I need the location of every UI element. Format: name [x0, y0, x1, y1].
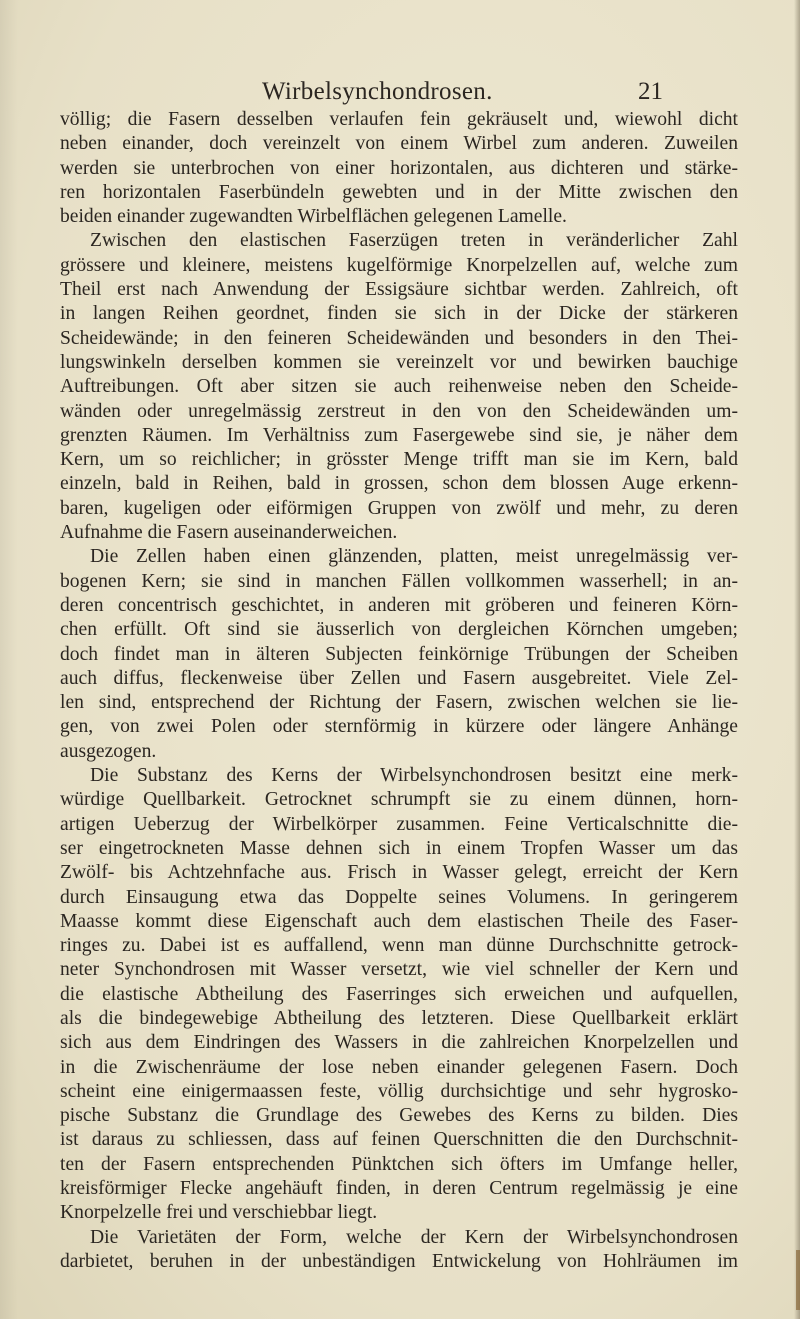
text-line: baren, kugeligen oder eiförmigen Gruppen von zwölf und mehr, zu deren [60, 497, 738, 519]
text-line: auch diffus, fleckenweise über Zellen und Fasern ausgebreitet. Viele Zel- [60, 667, 738, 689]
text-line: Die Varietäten der Form, welche der Kern der Wirbelsynchondrosen [90, 1226, 738, 1248]
text-line: grenzten Räumen. Im Verhältniss zum Fasergewebe sind sie, je näher dem [60, 424, 738, 446]
text-line: lungswinkeln derselben kommen sie vereinzelt vor und bewirken bauchige [60, 351, 738, 373]
text-line: Die Substanz des Kerns der Wirbelsynchondrosen besitzt eine merk- [90, 765, 738, 787]
text-line: werden sie unterbrochen von einer horizontalen, aus dichteren und stärke- [60, 157, 738, 179]
text-line: Theil erst nach Anwendung der Essigsäure sichtbar werden. Zahlreich, oft [60, 279, 738, 301]
text-line: Aufnahme die Fasern auseinanderweichen. [60, 522, 398, 544]
text-line: bogenen Kern; sie sind in manchen Fällen vollkommen wasserhell; in an- [60, 570, 738, 592]
text-line: wänden oder unregelmässig zerstreut in den von den Scheidewänden um- [60, 400, 738, 422]
text-line: Kern, um so reichlicher; in grösster Menge trifft man sie im Kern, bald [60, 449, 738, 471]
text-line: beiden einander zugewandten Wirbelflächen gelegenen Lamelle. [60, 206, 567, 228]
text-line: sich aus dem Eindringen des Wassers in die zahlreichen Knorpelzellen und [60, 1032, 738, 1054]
text-line: ist daraus zu schliessen, dass auf feinen Querschnitten die den Durchschnit- [60, 1129, 738, 1151]
text-line: gen, von zwei Polen oder sternförmig in kürzere oder längere Anhänge [60, 716, 738, 738]
body-text [60, 108, 738, 1274]
text-line: ausgezogen. [60, 740, 157, 762]
text-line: darbietet, beruhen in der unbeständigen Entwickelung von Hohlräumen im [60, 1250, 738, 1272]
text-line: artigen Ueberzug der Wirbelkörper zusammen. Feine Verticalschnitte die- [60, 813, 738, 835]
text-line: doch findet man in älteren Subjecten feinkörnige Trübungen der Scheiben [60, 643, 738, 665]
text-line: würdige Quellbarkeit. Getrocknet schrumpft sie zu einem dünnen, horn- [60, 789, 738, 811]
text-line: neben einander, doch vereinzelt von einem Wirbel zum anderen. Zuweilen [60, 133, 738, 155]
text-line: Scheidewände; in den feineren Scheidewänden und besonders in den Thei- [60, 327, 738, 349]
text-line: Maasse kommt diese Eigenschaft auch dem elastischen Theile des Faser- [60, 910, 738, 932]
page-edge-shadow [794, 0, 800, 1319]
text-line: in langen Reihen geordnet, finden sie sich in der Dicke der stärkeren [60, 303, 738, 325]
text-line: in die Zwischenräume der lose neben einander gelegenen Fasern. Doch [60, 1056, 738, 1078]
text-line: Auftreibungen. Oft aber sitzen sie auch reihenweise neben den Scheide- [60, 376, 738, 398]
text-line: chen erfüllt. Oft sind sie äusserlich von dergleichen Körnchen umgeben; [60, 619, 738, 641]
text-line: ringes zu. Dabei ist es auffallend, wenn man dünne Durchschnitte getrock- [60, 935, 738, 957]
text-line: einzeln, bald in Reihen, bald in grossen, schon dem blossen Auge erkenn- [60, 473, 738, 495]
page-edge-mark [796, 1250, 800, 1310]
text-line: kreisförmiger Flecke angehäuft finden, in deren Centrum regelmässig je eine [60, 1178, 738, 1200]
text-line: die elastische Abtheilung des Faserringes sich erweichen und aufquellen, [60, 983, 738, 1005]
text-line: Zwischen den elastischen Faserzügen treten in veränderlicher Zahl [90, 230, 738, 252]
running-title: Wirbelsynchondrosen. [262, 78, 493, 105]
text-line: pische Substanz die Grundlage des Gewebes des Kerns zu bilden. Dies [60, 1105, 738, 1127]
text-line: ren horizontalen Faserbündeln gewebten und in der Mitte zwischen den [60, 181, 738, 203]
text-line: deren concentrisch geschichtet, in anderen mit gröberen und feineren Körn- [60, 594, 738, 616]
running-head [0, 78, 800, 110]
text-line: Zwölf- bis Achtzehnfache aus. Frisch in Wasser gelegt, erreicht der Kern [60, 862, 738, 884]
text-line: durch Einsaugung etwa das Doppelte seines Volumens. In geringerem [60, 886, 738, 908]
text-line: Knorpelzelle frei und verschiebbar liegt. [60, 1202, 378, 1224]
text-line: ten der Fasern entsprechenden Pünktchen sich öfters im Umfange heller, [60, 1153, 738, 1175]
text-line: ser eingetrockneten Masse dehnen sich in einem Tropfen Wasser um das [60, 837, 738, 859]
text-line: neter Synchondrosen mit Wasser versetzt, wie viel schneller der Kern und [60, 959, 738, 981]
text-line: als die bindegewebige Abtheilung des letzteren. Diese Quellbarkeit erklärt [60, 1007, 738, 1029]
page-number: 21 [638, 78, 663, 105]
text-line: grössere und kleinere, meistens kugelförmige Knorpelzellen auf, welche zum [60, 254, 738, 276]
text-line: völlig; die Fasern desselben verlaufen fein gekräuselt und, wiewohl dicht [60, 109, 738, 130]
text-line: len sind, entsprechend der Richtung der Fasern, zwischen welchen sie lie- [60, 692, 738, 714]
text-line: Die Zellen haben einen glänzenden, platten, meist unregelmässig ver- [90, 546, 738, 568]
text-line: scheint eine einigermaassen feste, völlig durchsichtige und sehr hygrosko- [60, 1080, 738, 1102]
